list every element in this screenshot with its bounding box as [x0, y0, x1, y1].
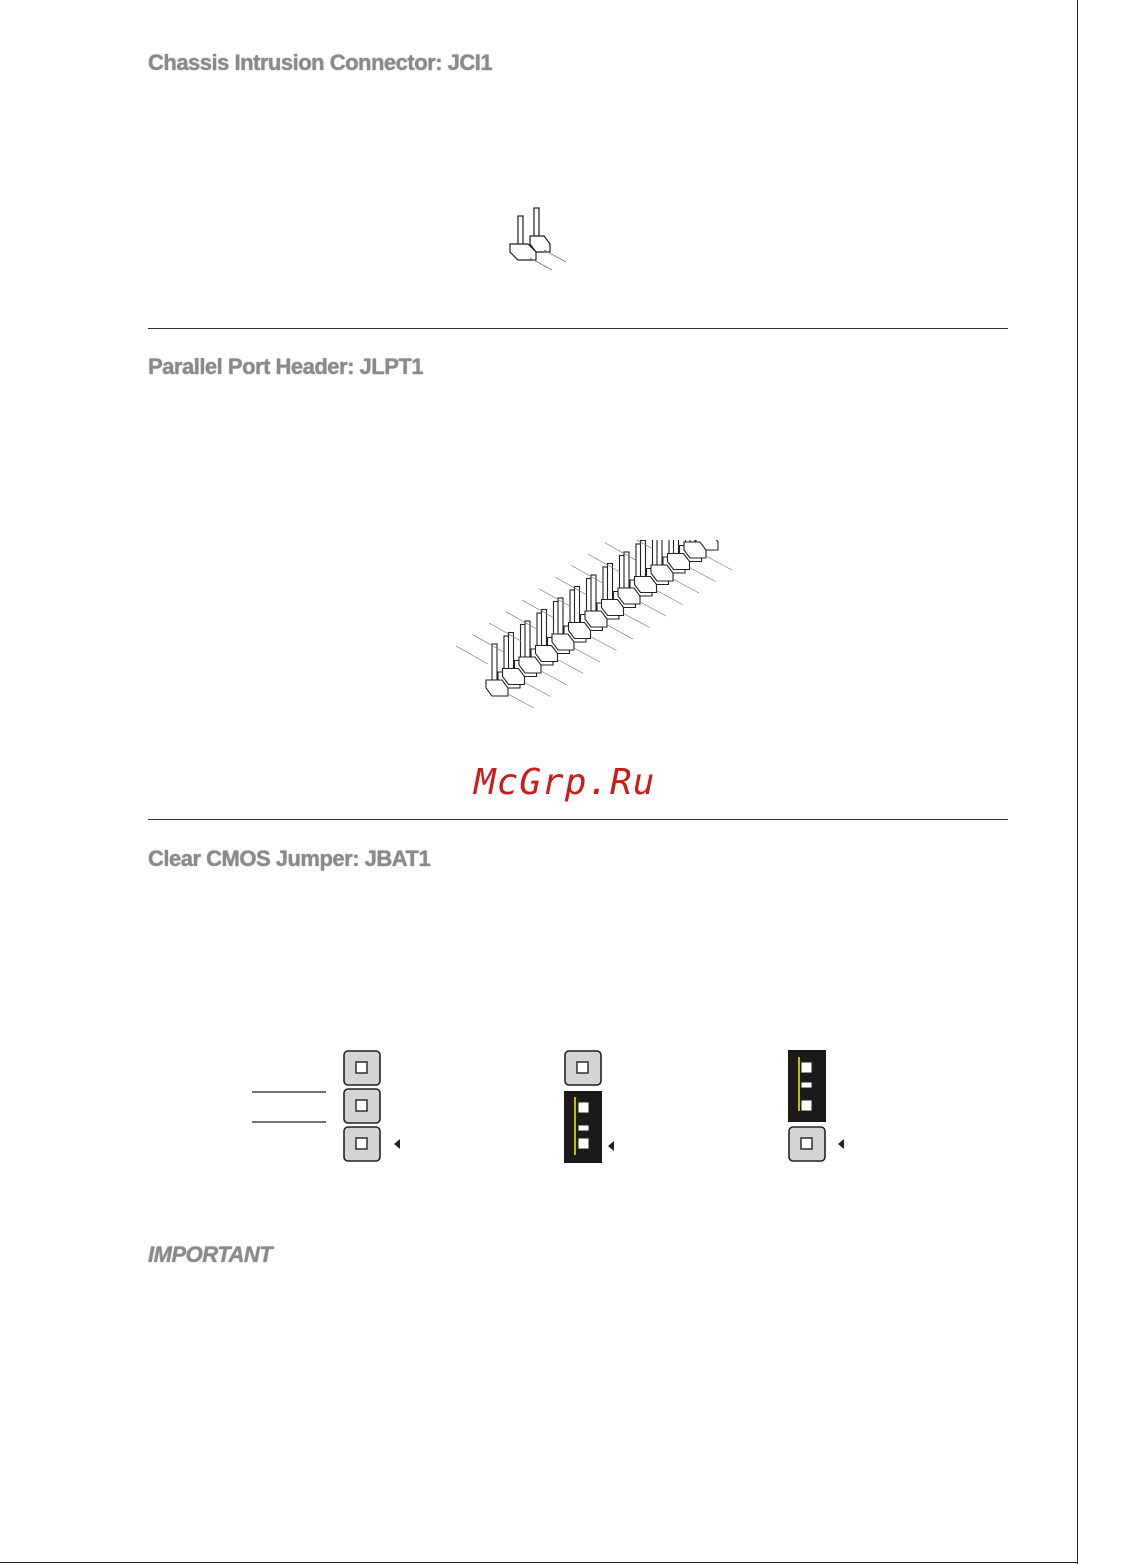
- header-pin: [591, 575, 596, 611]
- header-pin: [525, 621, 530, 657]
- header-pin: [641, 541, 646, 577]
- pin-leader-line: [690, 568, 716, 582]
- section-title-jbat1: Clear CMOS Jumper: JBAT1: [148, 846, 431, 871]
- jlpt1-header-diagram: [450, 540, 750, 725]
- header-pin: [509, 633, 514, 669]
- section-title-important: IMPORTANT: [148, 1242, 273, 1267]
- header-pin: [542, 610, 547, 646]
- pin-leader-line: [706, 556, 732, 570]
- section-title-jci1: Chassis Intrusion Connector: JCI1: [148, 50, 493, 75]
- pin-leader-line: [558, 660, 584, 674]
- jbat1-open-state: [252, 1051, 400, 1161]
- pin-leader-line: [640, 602, 666, 616]
- pin-leader-line: [673, 579, 699, 593]
- pin-leader-line: [657, 591, 683, 605]
- pin-leader-line: [624, 614, 650, 628]
- pin-leader-line: [456, 646, 488, 664]
- pin-leader-line: [541, 671, 567, 685]
- pin-leader-line: [574, 648, 600, 662]
- pin-leader-line: [607, 625, 633, 639]
- pin-leader-line: [473, 635, 505, 653]
- section-title-jlpt1: Parallel Port Header: JLPT1: [148, 354, 424, 379]
- jbat1-keep-data-state: [564, 1051, 614, 1163]
- header-pin: [624, 552, 629, 588]
- page-border-right: [1077, 0, 1078, 1564]
- header-pin: [558, 598, 563, 634]
- header-pin: [608, 564, 613, 600]
- watermark-text: McGrp.Ru: [474, 762, 656, 803]
- header-pin: [674, 540, 679, 554]
- pin-leader-line: [508, 694, 534, 708]
- page-border-bottom: [0, 1562, 1077, 1563]
- header-pin: [575, 587, 580, 623]
- jci1-connector-diagram: [500, 200, 580, 275]
- header-pin: [492, 644, 497, 680]
- pin-leader-line: [591, 637, 617, 651]
- section-divider: [148, 328, 1008, 329]
- section-divider: [148, 819, 1008, 820]
- pin-leader-line: [525, 683, 551, 697]
- jbat1-clear-data-state: [788, 1050, 844, 1161]
- header-pin: [657, 540, 662, 565]
- jbat1-jumper-diagram: [240, 1045, 880, 1170]
